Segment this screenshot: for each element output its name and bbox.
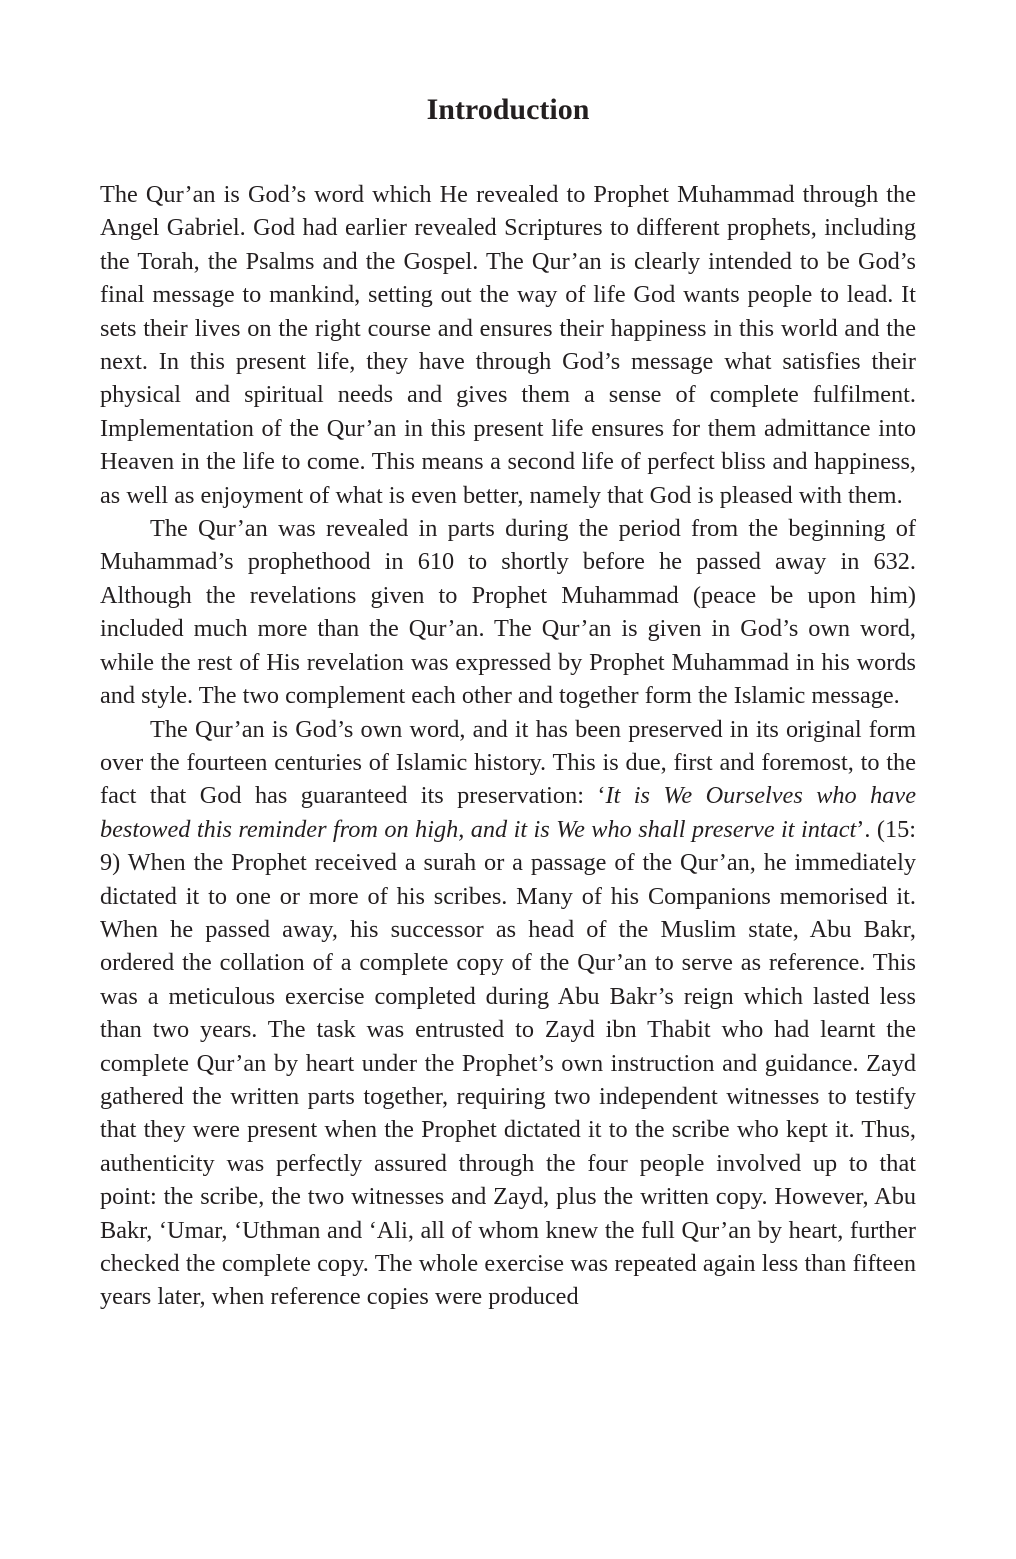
paragraph-3-lead: The Qur’an is God’s own word, and it has been preserved in its original form over the fourteen centuries of Islamic history. This is due, first and foremost, to the fact that God has guaranteed its preservation: ‘ — [100, 715, 916, 810]
paragraph-3-rest: ’. (15: 9) When the Prophet received a surah or a passage of the Qur’an, he immediately dictated it to one or more of his scribes. Many of his Companions memorised it. When he passed away, his successor as head of the Muslim state, Abu Bakr, ordered the collation of a complete copy of the Qur’an to serve as reference. This was a meticulous exercise completed during Abu Bakr’s reign which lasted less than two years. The task was entrusted to Zayd ibn Thabit who had learnt the complete Qur’an by heart under the Prophet’s own instruction and guidance. Zayd gathered the written parts together, requiring two independent witnesses to testify that they were present when the Prophet dictated it to the scribe who kept it. Thus, authenticity was perfectly assured through the four people involved up to that point: the scribe, the two witnesses and Zayd, plus the written copy. However, Abu Bakr, ‘Umar, ‘Uthman and ‘Ali, all of whom knew the full Qur’an by heart, further checked the complete copy. The whole exercise was repeated again less than fifteen years later, when reference copies were produced — [100, 815, 916, 1311]
paragraph-2: The Qur’an was revealed in parts during the period from the beginning of Muhammad’s prophethood in 610 to shortly before he passed away in 632. Although the revelations given to Prophet Muhammad (peace be upon him) included much more than the Qur’an. The Qur’an is given in God’s own word, while the rest of His revelation was expressed by Prophet Muhammad in his words and style. The two complement each other and together form the Islamic message. — [100, 515, 916, 710]
page-title: Introduction — [426, 93, 590, 126]
paragraph-1: The Qur’an is God’s word which He revealed to Prophet Muhammad through the Angel Gabriel. God had earlier revealed Scriptures to different prophets, including the Torah, the Psalms and the Gospel. The Qur’an is clearly intended to be God’s final message to mankind, setting out the way of life God wants people to lead. It sets their lives on the right course and ensures their happiness in this world and the next. In this present life, they have through God’s message what satisfies their physical and spiritual needs and gives them a sense of complete fulfilment. Implementation of the Qur’an in this present life ensures for them admittance into Heaven in the life to come. This means a second life of perfect bliss and happiness, as well as enjoyment of what is even better, namely that God is pleased with them. — [100, 181, 916, 509]
paragraph-3 — [100, 713, 916, 1314]
document-page — [100, 90, 916, 1314]
quran-quote: It is We Ourselves who have bestowed this reminder from on high, and it is We who shall preserve it intact — [100, 782, 916, 843]
